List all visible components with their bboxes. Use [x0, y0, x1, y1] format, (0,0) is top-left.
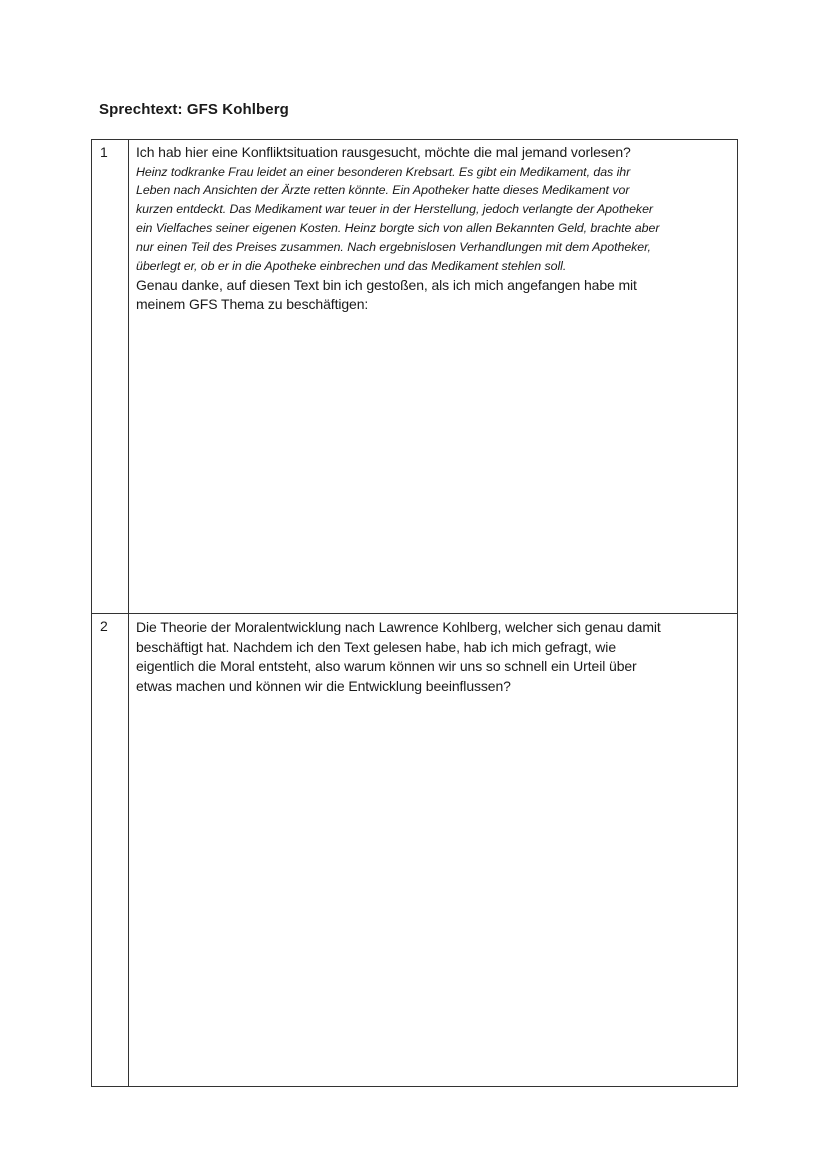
- speech-line: etwas machen und können wir die Entwicklung beeinflussen?: [136, 677, 511, 694]
- dilemma-line: Leben nach Ansichten der Ärzte retten könnte. Ein Apotheker hatte dieses Medikament vor: [136, 183, 630, 198]
- row-number: 2: [100, 618, 108, 634]
- row-number-cell: [92, 140, 129, 614]
- dilemma-line: Heinz todkranke Frau leidet an einer besonderen Krebsart. Es gibt ein Medikament, das ihr: [136, 164, 631, 179]
- table-row: [92, 614, 738, 1087]
- dilemma-line: nur einen Teil des Preises zusammen. Nach ergebnislosen Verhandlungen mit dem Apotheker,: [136, 240, 651, 255]
- speech-text-cell: [129, 614, 738, 1087]
- row-number-cell: [92, 614, 129, 1087]
- speech-line: Ich hab hier eine Konfliktsituation rausgesucht, möchte die mal jemand vorlesen?: [136, 144, 631, 160]
- speech-text-cell: [129, 140, 738, 614]
- dilemma-line: überlegt er, ob er in die Apotheke einbrechen und das Medikament stehlen soll.: [136, 259, 567, 274]
- page-title: Sprechtext: GFS Kohlberg: [99, 101, 289, 118]
- script-table: [91, 139, 738, 1087]
- speech-line: meinem GFS Thema zu beschäftigen:: [136, 296, 369, 313]
- row-number: 1: [100, 144, 108, 160]
- table-row: [92, 140, 738, 614]
- dilemma-line: ein Vielfaches seiner eigenen Kosten. Heinz borgte sich von allen Bekannten Geld, brachte aber: [136, 221, 660, 236]
- speech-line: Genau danke, auf diesen Text bin ich gestoßen, als ich mich angefangen habe mit: [136, 276, 637, 293]
- speech-line: beschäftigt hat. Nachdem ich den Text gelesen habe, hab ich mich gefragt, wie: [136, 638, 617, 655]
- speech-line: eigentlich die Moral entsteht, also warum können wir uns so schnell ein Urteil über: [136, 658, 637, 674]
- speech-line: Die Theorie der Moralentwicklung nach Lawrence Kohlberg, welcher sich genau damit: [136, 619, 661, 635]
- dilemma-line: kurzen entdeckt. Das Medikament war teuer in der Herstellung, jedoch verlangte der Apotheker: [136, 202, 653, 217]
